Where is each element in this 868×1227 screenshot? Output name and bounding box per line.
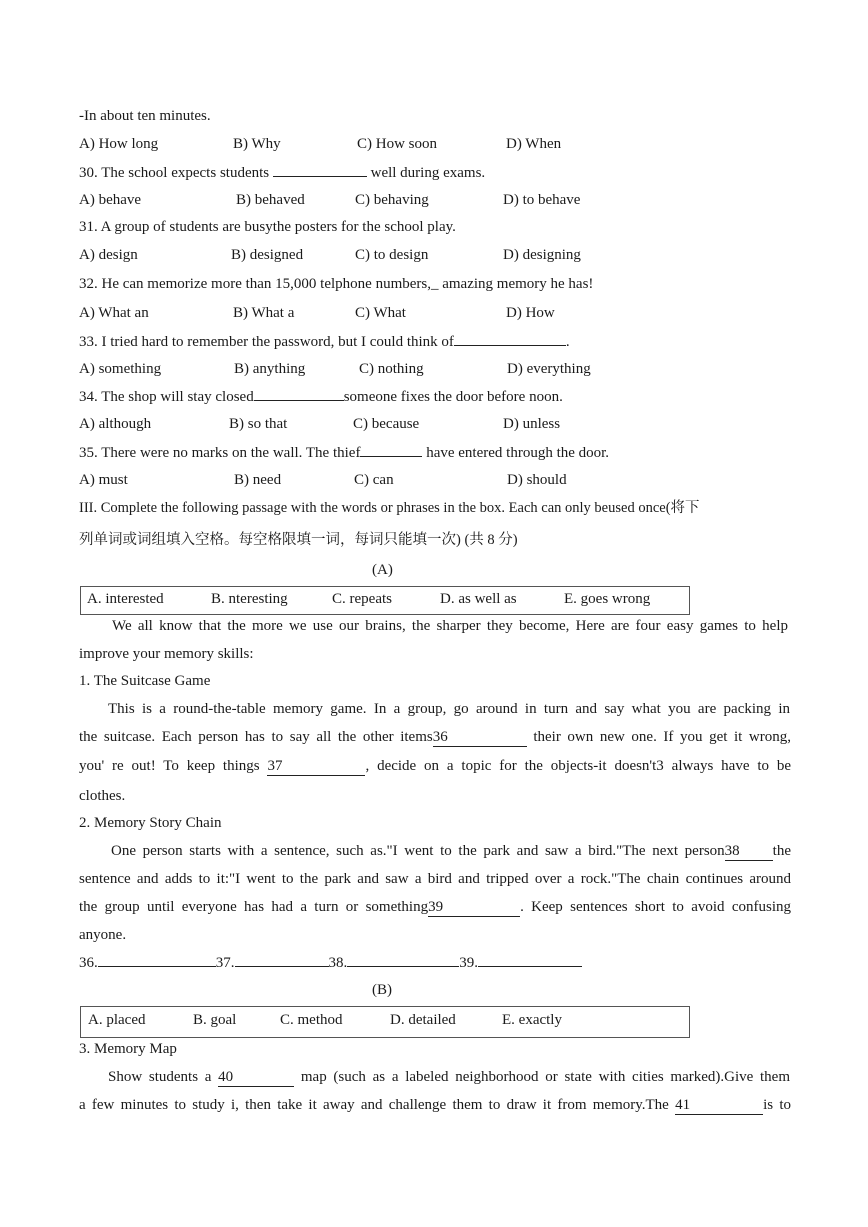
game2-line3-after: . Keep sentences short to avoid confusing (520, 899, 791, 915)
word-box-a-item-a: A. interested (87, 591, 164, 607)
q35-text-before: 35. There were no marks on the wall. The thief (79, 445, 361, 461)
q29-option-b: B) Why (233, 136, 281, 152)
q35-blank (360, 442, 422, 457)
game3-title: 3. Memory Map (79, 1041, 177, 1057)
word-box-a-item-e: E. goes wrong (564, 591, 651, 607)
game2-line1 (111, 841, 791, 861)
answer-36-label: 36. (79, 955, 98, 971)
word-box-b-item-a: A. placed (88, 1012, 146, 1028)
q34-option-a: A) although (79, 416, 152, 432)
passage-a-intro-line2: improve your memory skills: (79, 646, 254, 662)
game1-line3-after: , decide on a topic for the objects-it doesn't3 always have to be (365, 758, 791, 774)
game3-line2 (79, 1095, 791, 1115)
game1-line3-before: you' re out! To keep things (79, 758, 260, 774)
part-b-label: (B) (372, 982, 392, 998)
q32-option-b: B) What a (233, 305, 295, 321)
q31-option-a: A) design (79, 247, 138, 263)
answer-line-a (79, 952, 582, 973)
game1-title: 1. The Suitcase Game (79, 673, 211, 689)
q34-option-b: B) so that (229, 416, 288, 432)
section3-instructions-line1: III. Complete the following passage with the words or phrases in the box. Each can only beused once(将下 (79, 500, 700, 516)
blank-36: 36 (433, 729, 527, 747)
q29-option-a: A) How long (79, 136, 159, 152)
q34-option-d: D) unless (503, 416, 561, 432)
q33-text-before: 33. I tried hard to remember the password, but I could think of (79, 334, 454, 350)
game1-line2-after: their own new one. If you get it wrong, (533, 729, 791, 745)
q33-option-b: B) anything (234, 361, 306, 377)
q30-question (79, 162, 485, 183)
word-box-b-item-d: D. detailed (390, 1012, 456, 1028)
word-box-a-item-c: C. repeats (332, 591, 392, 607)
game3-line1-before: Show students a (108, 1069, 212, 1085)
q33-blank (454, 331, 566, 346)
word-box-b-item-b: B. goal (193, 1012, 237, 1028)
answer-36-blank (98, 952, 216, 967)
q31-question: 31. A group of students are busythe posters for the school play. (79, 219, 456, 235)
answer-38-label: 38. (328, 955, 348, 971)
q35-text-after: have entered through the door. (426, 445, 610, 461)
q33-text-after: . (565, 334, 570, 350)
word-box-b-item-c: C. method (280, 1012, 343, 1028)
game2-line1-before: One person starts with a sentence, such as."I went to the park and saw a bird."The next person (111, 843, 725, 859)
q33-option-a: A) something (79, 361, 162, 377)
q34-blank (254, 386, 344, 401)
q30-text-after: well during exams. (370, 165, 486, 181)
game1-line2-before: the suitcase. Each person has to say all the other items (79, 729, 433, 745)
q34-question (79, 386, 563, 407)
blank-40: 40 (218, 1069, 294, 1087)
game3-line2-before: a few minutes to study i, then take it away and challenge them to draw it from memory.The (79, 1097, 669, 1113)
section3-instructions-line2: 列单词或词组填入空格。每空格限填一词，每词只能填一次) (共 8 分) (79, 532, 518, 548)
blank-41: 41 (675, 1097, 763, 1115)
q33-question (79, 331, 570, 352)
q30-text-before: 30. The school expects students (79, 165, 270, 181)
game1-line2 (79, 727, 791, 747)
game1-line4: clothes. (79, 788, 126, 804)
word-box-b-item-e: E. exactly (502, 1012, 562, 1028)
q34-text-after: someone fixes the door before noon. (343, 389, 563, 405)
game2-line2: sentence and adds to it:"I went to the park and saw a bird and tripped over a rock."The chain continues around (79, 871, 791, 887)
q29-option-c: C) How soon (357, 136, 438, 152)
part-a-label: (A) (372, 562, 393, 578)
q34-option-c: C) because (353, 416, 420, 432)
game3-line1 (108, 1067, 790, 1087)
answer-37-blank (235, 952, 329, 967)
q31-option-b: B) designed (231, 247, 304, 263)
q32-option-d: D) How (506, 305, 555, 321)
q29-option-d: D) When (506, 136, 562, 152)
word-box-a-item-b: B. nteresting (211, 591, 288, 607)
q31-option-d: D) designing (503, 247, 581, 263)
blank-39: 39 (428, 899, 520, 917)
q30-option-b: B) behaved (236, 192, 305, 208)
word-box-a (80, 586, 690, 615)
q35-option-d: D) should (507, 472, 567, 488)
q34-text-before: 34. The shop will stay closed (79, 389, 254, 405)
q32-question: 32. He can memorize more than 15,000 telphone numbers,_ amazing memory he has! (79, 276, 594, 292)
answer-37-label: 37. (215, 955, 235, 971)
game2-line1-after: the (772, 843, 791, 859)
q30-option-c: C) behaving (355, 192, 429, 208)
word-box-a-item-d: D. as well as (440, 591, 517, 607)
game1-line1: This is a round-the-table memory game. In a group, go around in turn and say what you are packing in (108, 701, 790, 717)
answer-39-label: 39. (459, 955, 478, 971)
q32-option-c: C) What (355, 305, 406, 321)
q35-question (79, 442, 609, 463)
q35-option-c: C) can (354, 472, 394, 488)
game2-line3-before: the group until everyone has had a turn or something (79, 899, 429, 915)
game3-line2-after: is to (763, 1097, 791, 1113)
q35-option-b: B) need (234, 472, 282, 488)
q30-blank (273, 162, 367, 177)
answer-39-blank (478, 952, 582, 967)
game2-line4: anyone. (79, 927, 127, 943)
game1-line3 (79, 756, 791, 776)
blank-37: 37 (267, 758, 365, 776)
q35-option-a: A) must (79, 472, 128, 488)
game3-line1-after: map (such as a labeled neighborhood or state with cities marked).Give them (300, 1069, 791, 1085)
game2-line3 (79, 897, 791, 917)
q31-option-c: C) to design (355, 247, 429, 263)
q29-answer-line: -In about ten minutes. (79, 108, 211, 124)
q30-option-d: D) to behave (503, 192, 581, 208)
word-box-b (80, 1006, 690, 1038)
q33-option-d: D) everything (507, 361, 591, 377)
passage-a-intro-line1: We all know that the more we use our brains, the sharper they become, Here are four easy games to help (112, 618, 788, 634)
game2-title: 2. Memory Story Chain (79, 815, 222, 831)
q33-option-c: C) nothing (359, 361, 424, 377)
q30-option-a: A) behave (79, 192, 142, 208)
q32-option-a: A) What an (79, 305, 149, 321)
answer-38-blank (347, 952, 459, 967)
blank-38: 38 (725, 843, 773, 861)
